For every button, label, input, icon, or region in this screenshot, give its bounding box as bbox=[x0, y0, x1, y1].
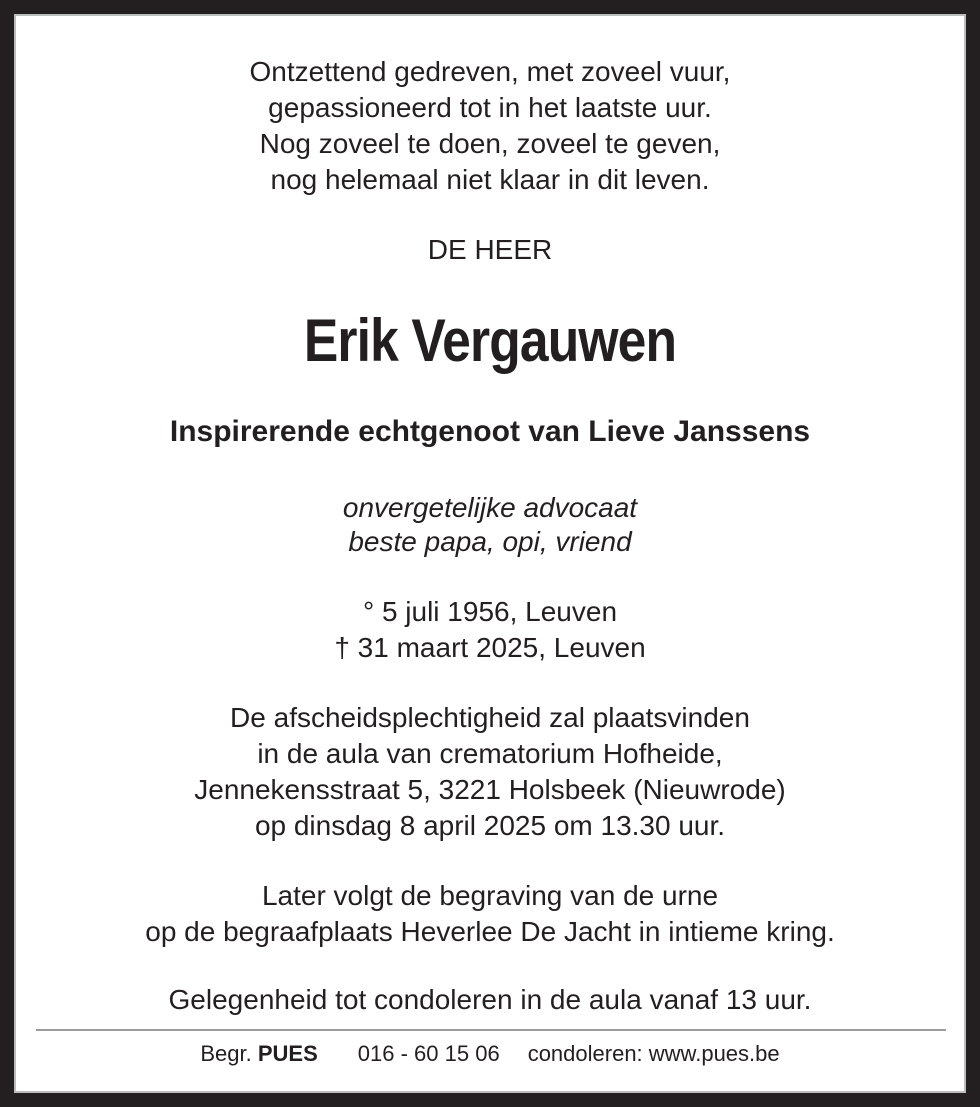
ceremony-line-3: Jennekensstraat 5, 3221 Holsbeek (Nieuwrode) bbox=[194, 774, 786, 805]
condolence-website[interactable]: condoleren: www.pues.be bbox=[527, 1041, 780, 1066]
announcement-card bbox=[14, 14, 966, 1093]
ceremony-line-1: De afscheidsplechtigheid zal plaatsvinden bbox=[230, 702, 750, 733]
death-line: † 31 maart 2025, Leuven bbox=[334, 632, 646, 663]
ceremony-line-2: in de aula van crematorium Hofheide, bbox=[257, 738, 723, 769]
poem-line-2: gepassioneerd tot in het laatste uur. bbox=[268, 92, 712, 123]
deceased-name: Erik Vergauwen bbox=[303, 307, 677, 374]
undertaker-name: PUES bbox=[257, 1041, 318, 1066]
poem-line-4: nog helemaal niet klaar in dit leven. bbox=[270, 164, 710, 195]
poem-line-3: Nog zoveel te doen, zoveel te geven, bbox=[259, 128, 721, 159]
footer-divider bbox=[36, 1029, 946, 1031]
burial-line-1: Later volgt de begraving van de urne bbox=[261, 880, 719, 911]
footer bbox=[16, 1040, 964, 1068]
condolence-line: Gelegenheid tot condoleren in de aula vanaf 13 uur. bbox=[168, 984, 812, 1015]
ceremony-line-4: op dinsdag 8 april 2025 om 13.30 uur. bbox=[254, 810, 726, 841]
honorific: DE HEER bbox=[427, 234, 553, 265]
burial-line-2: op de begraafplaats Heverlee De Jacht in intieme kring. bbox=[145, 916, 835, 947]
birth-line: ° 5 juli 1956, Leuven bbox=[362, 596, 618, 627]
undertaker-phone: 016 - 60 15 06 bbox=[357, 1041, 500, 1066]
role-line-2: beste papa, opi, vriend bbox=[348, 526, 632, 557]
role-line-1: onvergetelijke advocaat bbox=[342, 492, 638, 523]
undertaker-prefix: Begr. bbox=[200, 1041, 252, 1066]
relation-line: Inspirerende echtgenoot van Lieve Janssens bbox=[169, 415, 811, 448]
poem-line-1: Ontzettend gedreven, met zoveel vuur, bbox=[249, 56, 731, 87]
